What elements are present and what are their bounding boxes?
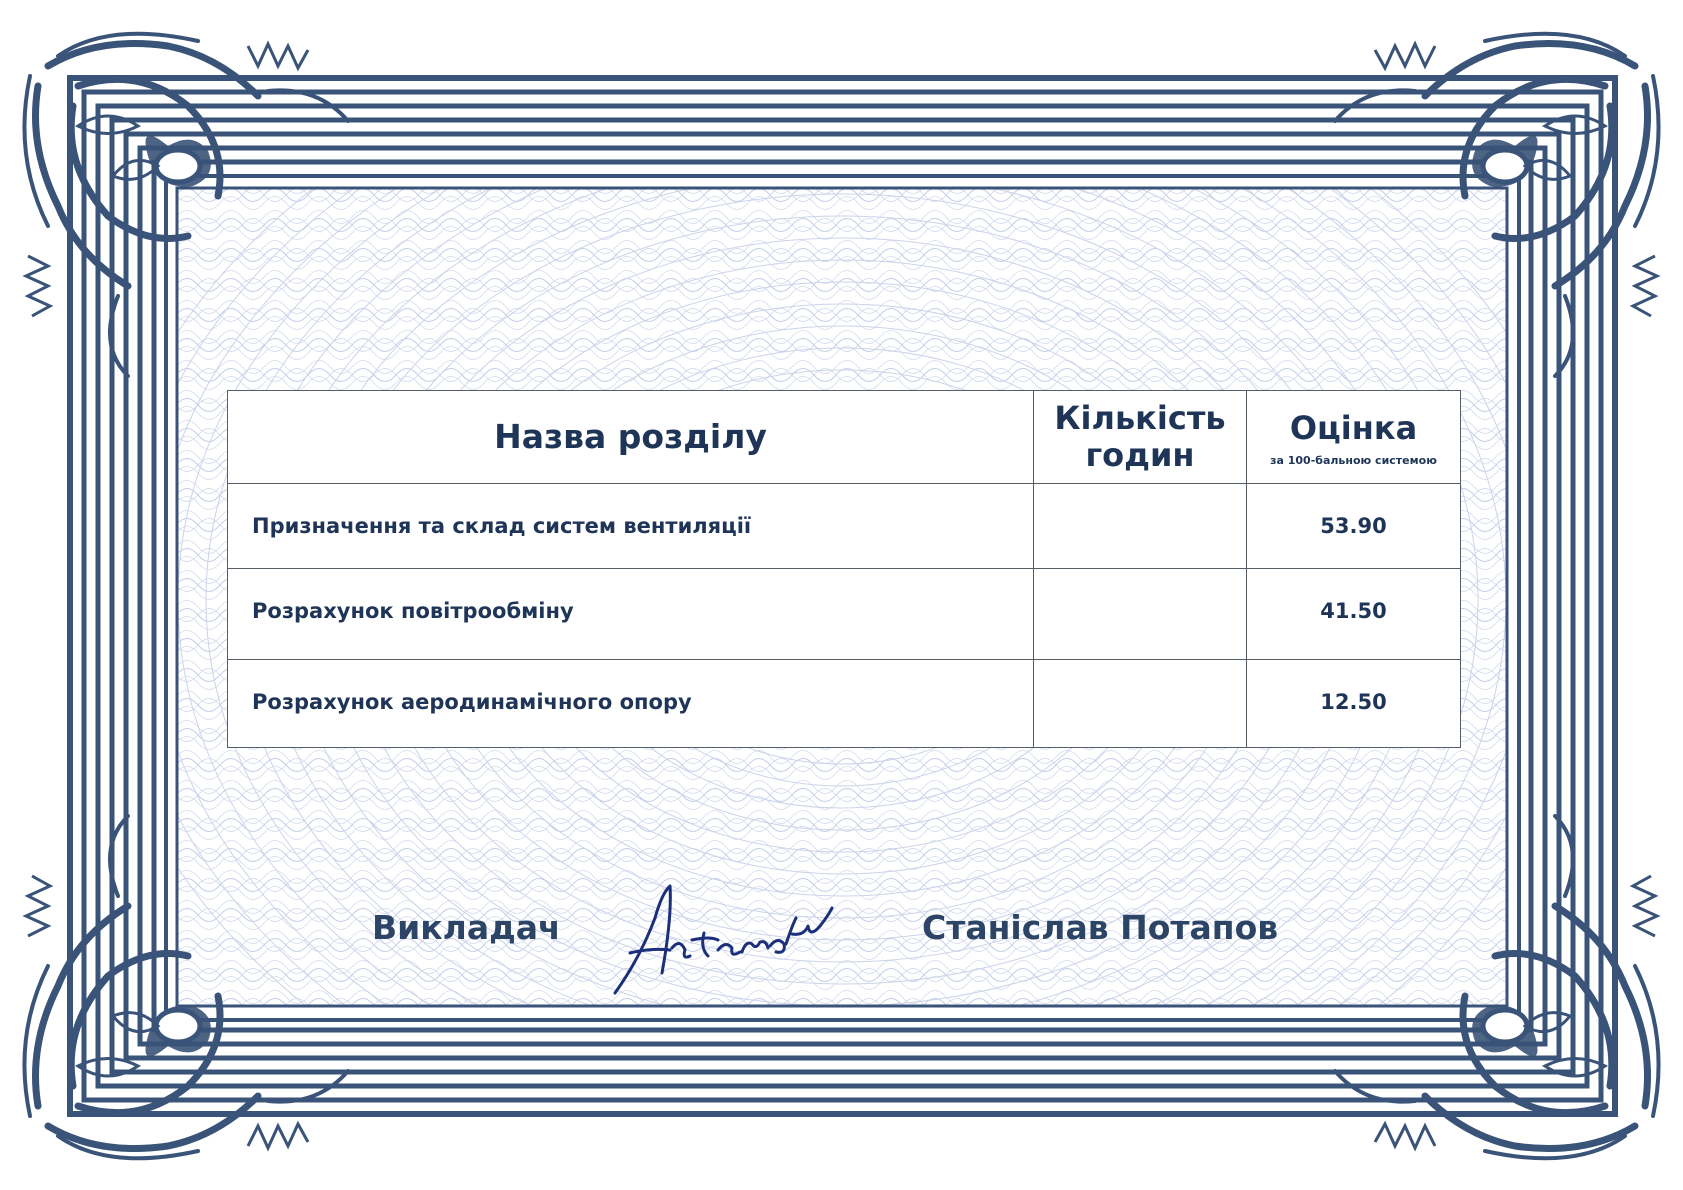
row-hours: [1034, 660, 1247, 748]
row-section-name: Розрахунок повітрообміну: [228, 569, 1034, 660]
header-section-name: Назва розділу: [228, 391, 1034, 484]
header-grade: Оцінка: [1289, 409, 1418, 448]
table-row: [228, 569, 1461, 660]
header-hours: Кількість годин: [1034, 391, 1247, 484]
row-grade: 53.90: [1247, 484, 1461, 569]
row-grade: 12.50: [1247, 660, 1461, 748]
row-section-name: Призначення та склад систем вентиляції: [228, 484, 1034, 569]
row-section-name: Розрахунок аеродинамічного опору: [228, 660, 1034, 748]
row-grade: 41.50: [1247, 569, 1461, 660]
teacher-label: Викладач: [372, 908, 561, 947]
table-row: [228, 660, 1461, 748]
header-grade-cell: [1247, 391, 1461, 484]
header-grade-note: за 100-бальною системою: [1270, 454, 1437, 468]
row-hours: [1034, 484, 1247, 569]
row-hours: [1034, 569, 1247, 660]
table-row: [228, 484, 1461, 569]
table-header-row: [228, 391, 1461, 484]
grades-table: [227, 390, 1461, 748]
teacher-name: Станіслав Потапов: [922, 908, 1279, 947]
teacher-signature: [600, 878, 850, 1008]
